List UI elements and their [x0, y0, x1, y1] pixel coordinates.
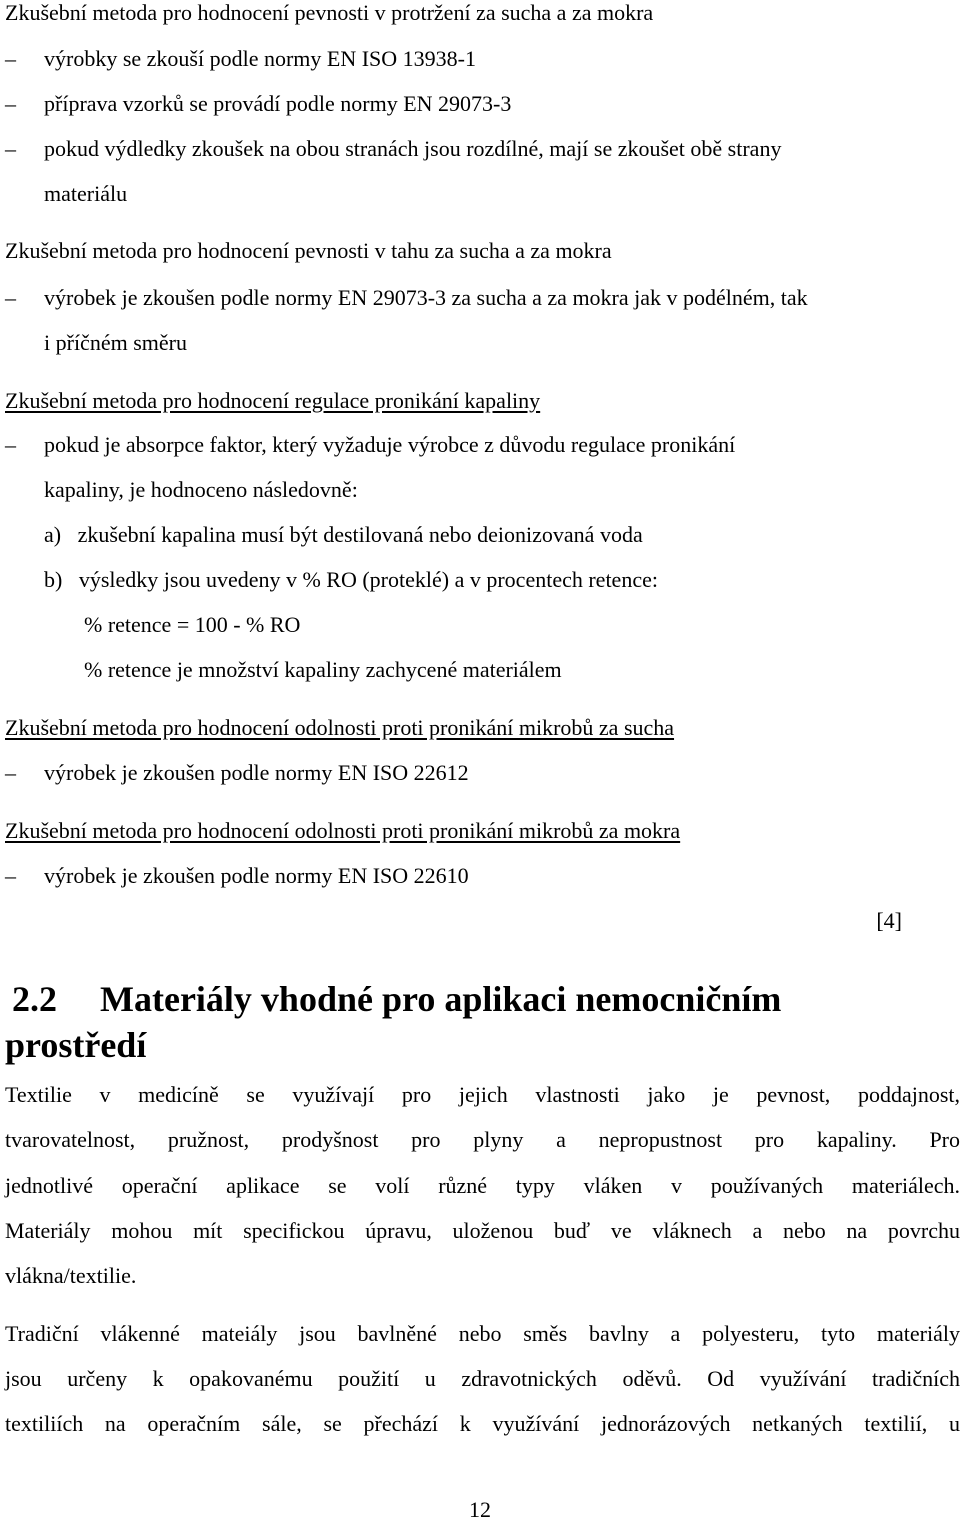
dash-bullet: – — [5, 46, 16, 71]
chapter-number: 2.2 — [12, 979, 57, 1019]
formula-line: % retence = 100 - % RO — [84, 612, 301, 637]
section-heading: Zkušební metoda pro hodnocení pevnosti v tahu za sucha a za mokra — [5, 238, 612, 263]
list-item: příprava vzorků se provádí podle normy EN 29073-3 — [44, 91, 512, 116]
list-item: pokud výdledky zkoušek na obou stranách jsou rozdílné, mají se zkoušet obě strany — [44, 136, 782, 161]
dash-bullet: – — [5, 285, 16, 310]
dash-bullet: – — [5, 760, 16, 785]
section-heading: Zkušební metoda pro hodnocení regulace pronikání kapaliny — [5, 388, 541, 413]
section-heading: Zkušební metoda pro hodnocení odolnosti proti pronikání mikrobů za sucha — [5, 715, 675, 740]
paragraph-line: vlákna/textilie. — [5, 1263, 137, 1288]
list-item: výrobek je zkoušen podle normy EN ISO 22610 — [44, 863, 469, 888]
sub-item-a: a) zkušební kapalina musí být destilovaná nebo deionizovaná voda — [44, 522, 643, 547]
dash-bullet: – — [5, 432, 16, 457]
dash-bullet: – — [5, 136, 16, 161]
list-item-continuation: kapaliny, je hodnoceno následovně: — [44, 477, 358, 502]
list-item-continuation: i příčném směru — [44, 330, 187, 355]
citation-reference: [4] — [876, 908, 902, 933]
paragraph-line: Tradiční vlákenné mateiály jsou bavlněné nebo směs bavlny a polyesteru, tyto materiály — [5, 1321, 960, 1346]
paragraph-line: jednotlivé operační aplikace se volí různé typy vláken v používaných materiálech. — [5, 1173, 960, 1198]
list-item: pokud je absorpce faktor, který vyžaduje výrobce z důvodu regulace pronikání — [44, 432, 736, 457]
dash-bullet: – — [5, 863, 16, 888]
chapter-title: Materiály vhodné pro aplikaci nemocničním — [100, 979, 782, 1019]
section-heading: Zkušební metoda pro hodnocení odolnosti proti pronikání mikrobů za mokra — [5, 818, 681, 843]
list-item: výrobek je zkoušen podle normy EN ISO 22612 — [44, 760, 469, 785]
paragraph-line: Materiály mohou mít specifickou úpravu, uloženou buď ve vláknech a nebo na povrchu — [5, 1218, 960, 1243]
paragraph-line: tvarovatelnost, pružnost, prodyšnost pro plyny a nepropustnost pro kapaliny. Pro — [5, 1127, 960, 1152]
dash-bullet: – — [5, 91, 16, 116]
list-item: výrobky se zkouší podle normy EN ISO 13938-1 — [44, 46, 477, 71]
paragraph-line: textiliích na operačním sále, se přechází k využívání jednorázových netkaných textilií, u — [5, 1411, 960, 1436]
list-item: výrobek je zkoušen podle normy EN 29073-3 za sucha a za mokra jak v podélném, tak — [44, 285, 808, 310]
list-item-continuation: materiálu — [44, 181, 128, 206]
page-number: 12 — [469, 1497, 491, 1522]
formula-description: % retence je množství kapaliny zachycené materiálem — [84, 657, 562, 682]
chapter-title-continuation: prostředí — [5, 1025, 147, 1065]
paragraph-line: Textilie v medicíně se využívají pro jejich vlastnosti jako je pevnost, poddajnost, — [5, 1082, 960, 1107]
paragraph-line: jsou určeny k opakovanému použití u zdravotnických oděvů. Od využívání tradičních — [5, 1366, 960, 1391]
sub-item-b: b) výsledky jsou uvedeny v % RO (proteklé) a v procentech retence: — [44, 567, 658, 592]
section-heading: Zkušební metoda pro hodnocení pevnosti v protržení za sucha a za mokra — [5, 0, 654, 25]
